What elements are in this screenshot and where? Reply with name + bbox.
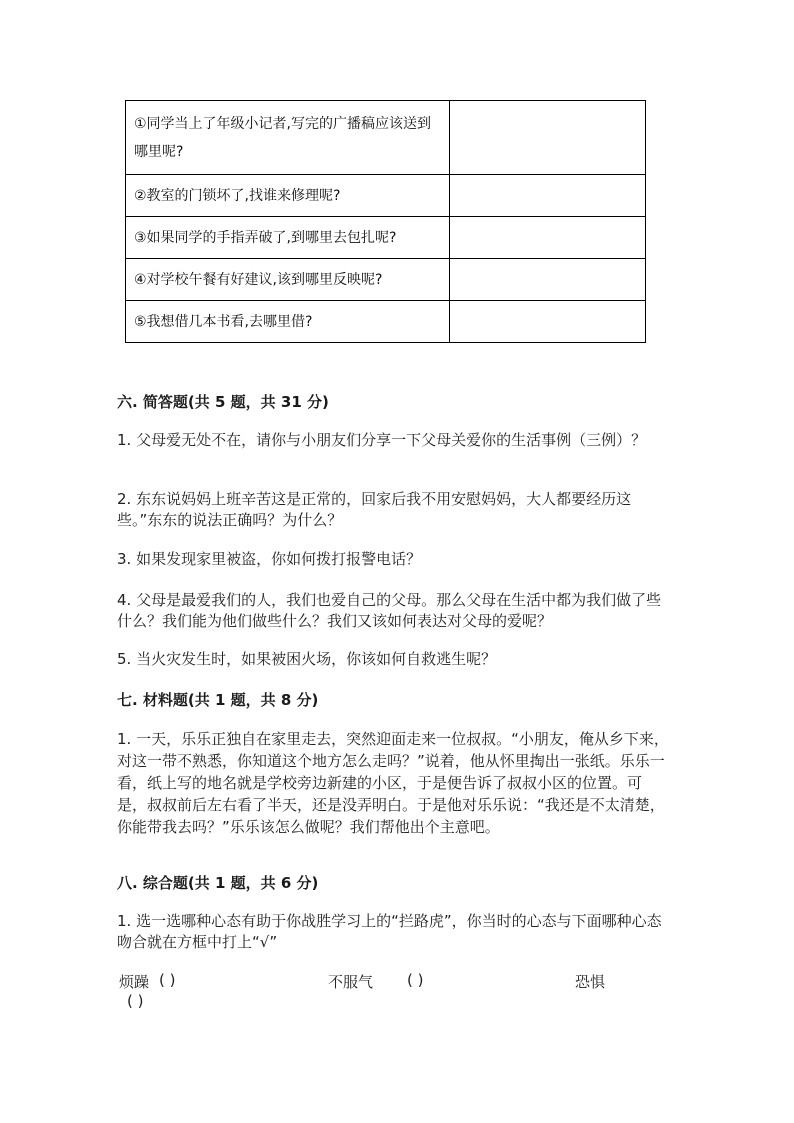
table-row xyxy=(126,101,646,175)
section-6-question-4: 4. 父母是最爱我们的人，我们也爱自己的父母。那么父母在生活中都为我们做了些什么？我们能为他们做些什么？我们又该如何表达对父母的爱呢？ xyxy=(117,591,662,630)
table-answer-cell xyxy=(450,175,646,217)
table-row xyxy=(126,217,646,259)
section-7-heading: 七. 材料题(共 1 题，共 8 分) xyxy=(117,691,319,709)
section-6-question-2: 2. 东东说妈妈上班辛苦这是正常的，回家后我不用安慰妈妈，大人都要经历这些。”东东的说法正确吗？为什么？ xyxy=(117,490,632,529)
table-answer-cell xyxy=(450,259,646,301)
table-question-cell: ②教室的门锁坏了,找谁来修理呢? xyxy=(126,175,450,217)
table-row xyxy=(126,301,646,343)
section-8-question-1: 1. 选一选哪种心态有助于你战胜学习上的“拦路虎”，你当时的心态与下面哪种心态吻合就在方框中打上“√” xyxy=(117,912,662,951)
table-row xyxy=(126,175,646,217)
table-question-cell: ④对学校午餐有好建议,该到哪里反映呢? xyxy=(126,259,450,301)
section-6-question-5: 5. 当火灾发生时，如果被困火场，你该如何自救逃生呢？ xyxy=(117,650,497,668)
table-answer-cell xyxy=(450,101,646,175)
section-6-question-1: 1. 父母爱无处不在，请你与小朋友们分享一下父母关爱你的生活事例（三例）？ xyxy=(117,431,647,449)
table-row xyxy=(126,259,646,301)
table-answer-cell xyxy=(450,301,646,343)
option-label-fear: 恐惧 xyxy=(575,973,606,991)
option-bracket-unconvinced: ( ) xyxy=(407,971,424,989)
table-answer-cell xyxy=(450,217,646,259)
option-bracket-fear: ( ) xyxy=(127,992,144,1010)
table-question-cell: ①同学当上了年级小记者,写完的广播稿应该送到哪里呢? xyxy=(126,101,450,175)
option-label-unconvinced: 不服气 xyxy=(328,973,374,991)
section-6-question-3: 3. 如果发现家里被盗，你如何拨打报警电话？ xyxy=(117,550,422,568)
section-8-heading: 八. 综合题(共 1 题，共 6 分) xyxy=(117,874,319,892)
option-bracket-irritable: ( ) xyxy=(159,971,176,989)
section-6-heading: 六. 简答题(共 5 题，共 31 分) xyxy=(117,393,329,411)
table-question-cell: ⑤我想借几本书看,去哪里借? xyxy=(126,301,450,343)
option-label-irritable: 烦躁 xyxy=(119,973,150,991)
section-7-question-1: 1. 一天，乐乐正独自在家里走去，突然迎面走来一位叔叔。“小朋友，俺从乡下来，对这一带不熟悉，你知道这个地方怎么走吗？”说着，他从怀里掏出一张纸。乐乐一看，纸上写的地名就是学校旁边新建的小区，于是便告诉了叔叔小区的位置。可是，叔叔前后左右看了半天，还是没弄明白。于是他对乐乐说：“我还是不太清楚，你能带我去吗？”乐乐该怎么做呢？我们帮他出个主意吧。 xyxy=(117,730,669,836)
table-question-cell: ③如果同学的手指弄破了,到哪里去包扎呢? xyxy=(126,217,450,259)
question-table xyxy=(125,100,646,343)
